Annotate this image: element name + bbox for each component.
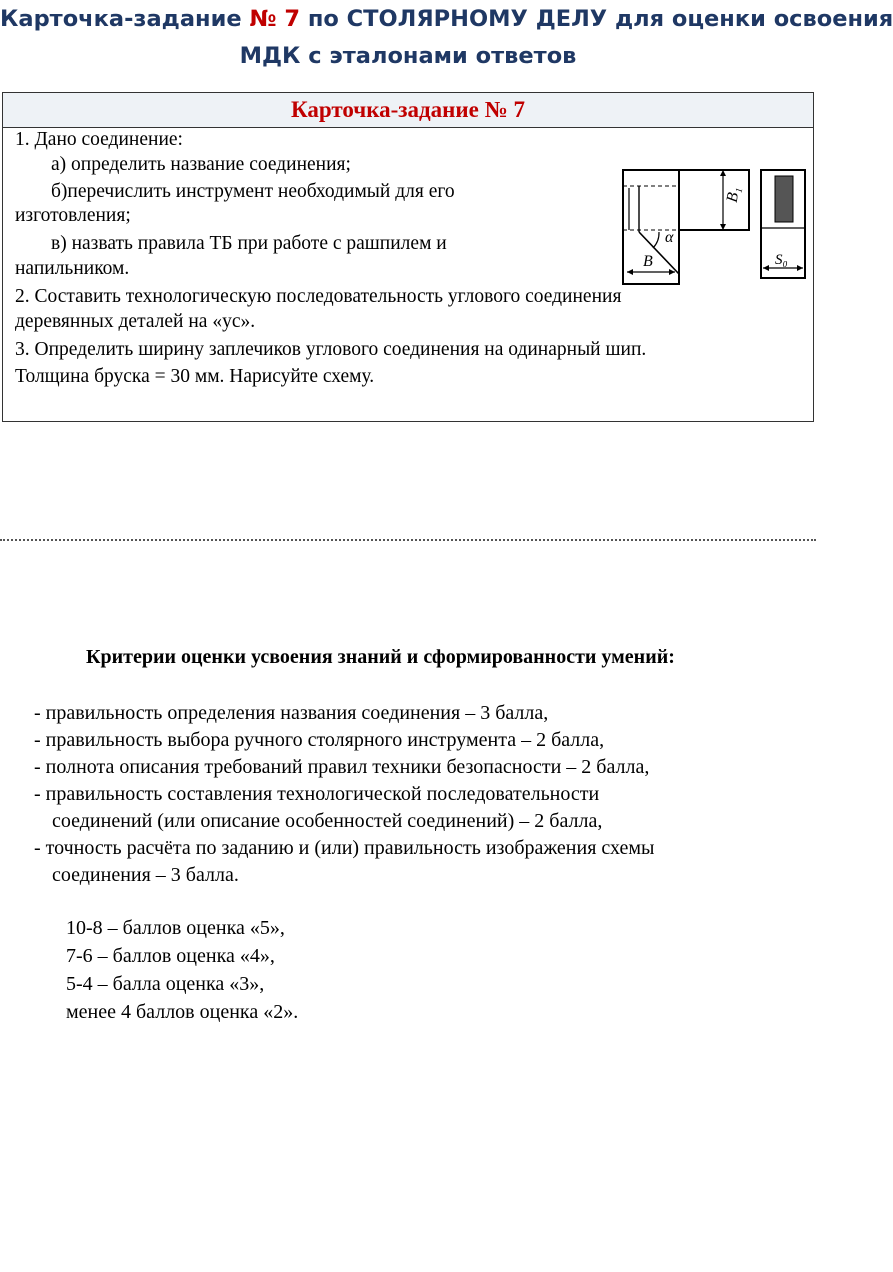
title-number: № 7 (249, 6, 300, 32)
grade-item: менее 4 баллов оценка «2». (66, 1001, 299, 1023)
joint-diagram-side (755, 168, 813, 296)
label-b1: B₁ (723, 185, 744, 204)
criteria-item: - правильность составления технологической последовательности (34, 783, 600, 805)
criteria-item: - полнота описания требований правил техники безопасности – 2 балла, (34, 756, 650, 778)
page-title-line-1 (0, 0, 893, 38)
grade-item: 5-4 – балла оценка «3», (66, 973, 265, 995)
criteria-item: соединения – 3 балла. (52, 864, 239, 886)
card-line: изготовления; (15, 205, 131, 226)
title-suffix: по СТОЛЯРНОМУ ДЕЛУ для оценки освоения (300, 6, 893, 32)
criteria-item: соединений (или описание особенностей соединений) – 2 балла, (52, 810, 603, 832)
card-line: Толщина бруска = 30 мм. Нарисуйте схему. (15, 366, 375, 387)
card-line: напильником. (15, 258, 130, 279)
criteria-item: - правильность выбора ручного столярного инструмента – 2 балла, (34, 729, 605, 751)
section-divider (0, 539, 816, 541)
label-alpha: α (665, 229, 674, 246)
card-line: б)перечислить инструмент необходимый для его (51, 181, 455, 202)
card-line: 2. Составить технологическую последовательность углового соединения (15, 286, 622, 307)
grade-item: 10-8 – баллов оценка «5», (66, 917, 285, 939)
grade-item: 7-6 – баллов оценка «4», (66, 945, 275, 967)
card-line: деревянных деталей на «ус». (15, 311, 256, 332)
label-s0: S₀ (775, 252, 788, 268)
criteria-item: - точность расчёта по заданию и (или) правильность изображения схемы (34, 837, 655, 859)
card-title: Карточка-задание № 7 (3, 93, 813, 128)
label-b: B (643, 253, 653, 270)
card-line: 1. Дано соединение: (15, 129, 183, 150)
card-line: 3. Определить ширину заплечиков углового соединения на одинарный шип. (15, 339, 647, 360)
task-card (2, 92, 814, 422)
criteria-heading: Критерии оценки усвоения знаний и сформированности умений: (86, 646, 675, 668)
criteria-item: - правильность определения названия соединения – 3 балла, (34, 702, 549, 724)
title-prefix: Карточка-задание (0, 6, 250, 32)
card-line: в) назвать правила ТБ при работе с рашпилем и (51, 233, 447, 254)
card-line: а) определить название соединения; (51, 154, 351, 175)
page-title-line-2: МДК с эталонами ответов (239, 43, 577, 69)
joint-diagram-front (619, 166, 755, 296)
